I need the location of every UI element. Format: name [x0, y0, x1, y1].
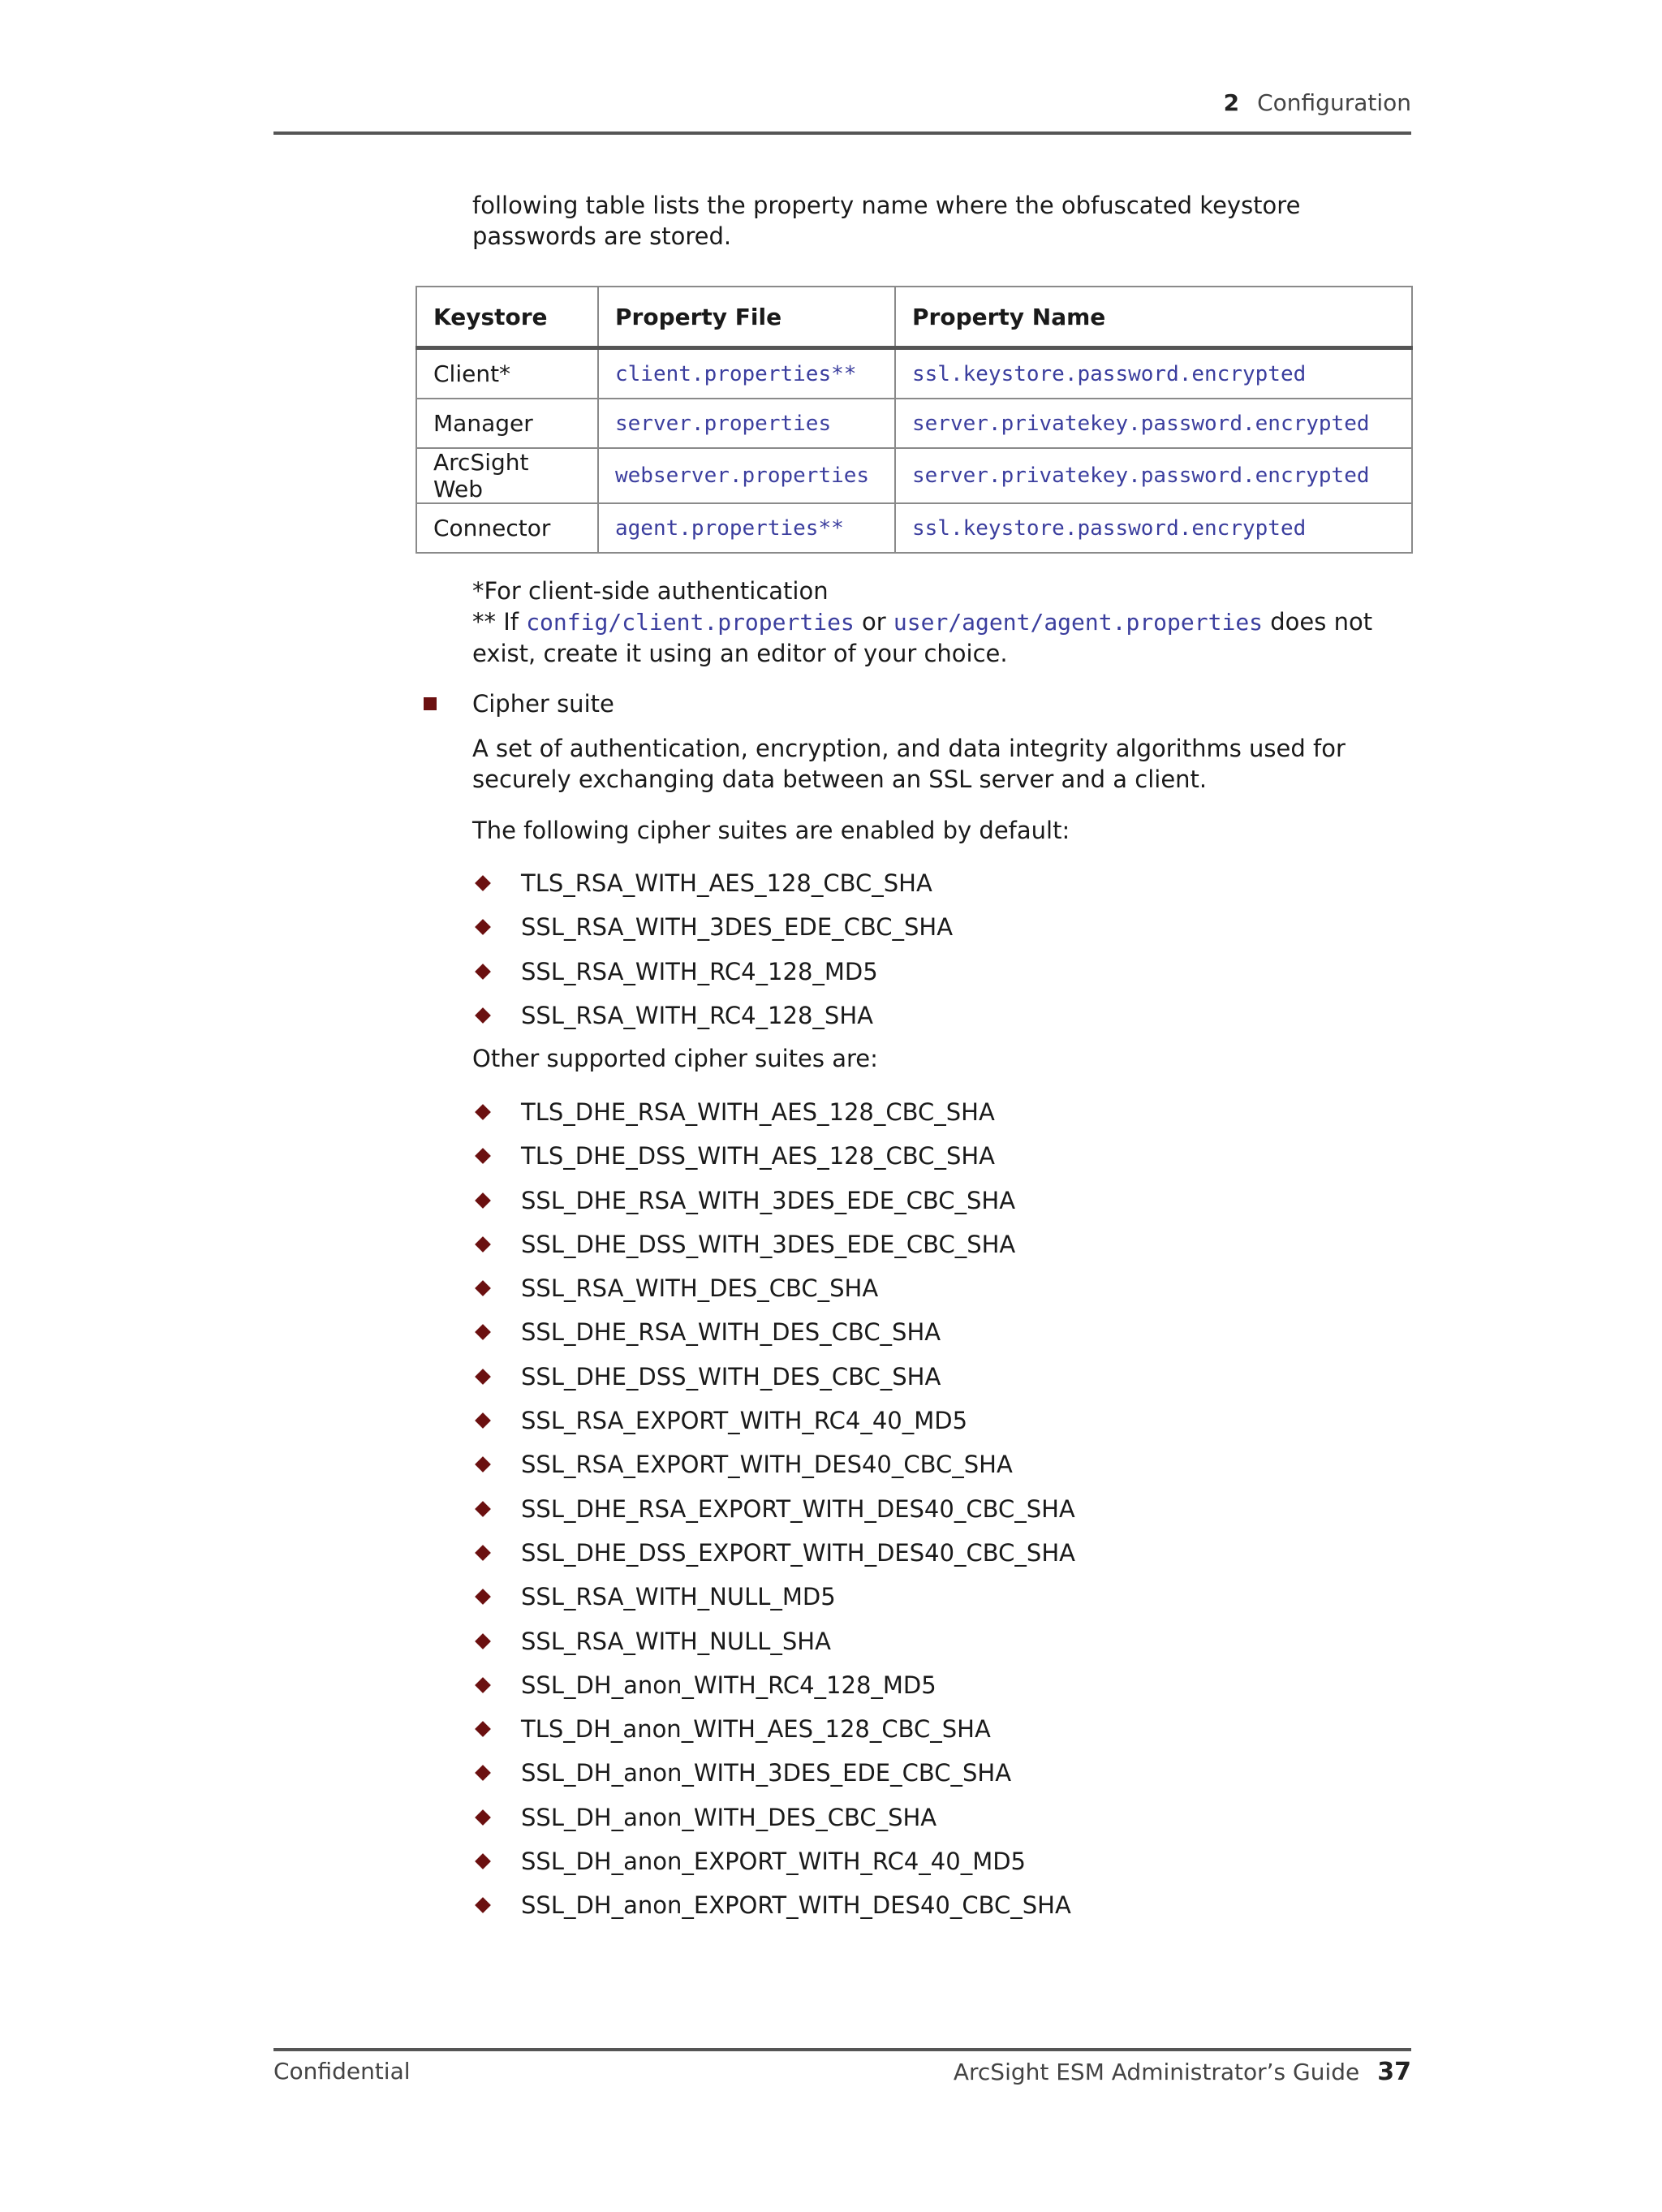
diamond-bullet-icon [475, 1545, 491, 1561]
list-item: SSL_DHE_DSS_WITH_3DES_EDE_CBC_SHA [472, 1222, 1284, 1266]
diamond-bullet-icon [475, 1325, 491, 1341]
diamond-bullet-icon [475, 1677, 491, 1693]
diamond-bullet-icon [475, 1236, 491, 1253]
list-item: SSL_DHE_RSA_WITH_3DES_EDE_CBC_SHA [472, 1179, 1284, 1222]
list-item: SSL_DH_anon_EXPORT_WITH_RC4_40_MD5 [472, 1839, 1284, 1883]
footer-divider [273, 2048, 1411, 2051]
keystore-table [416, 286, 1413, 554]
diamond-bullet-icon [475, 1809, 491, 1826]
list-item: SSL_DHE_DSS_EXPORT_WITH_DES40_CBC_SHA [472, 1531, 1284, 1575]
list-item: SSL_RSA_WITH_NULL_MD5 [472, 1575, 1284, 1619]
property-name-cell: server.privatekey.password.encrypted [895, 399, 1412, 448]
diamond-bullet-icon [475, 919, 491, 935]
diamond-bullet-icon [475, 875, 491, 891]
property-name-cell: ssl.keystore.password.encrypted [895, 348, 1412, 399]
diamond-bullet-icon [475, 1589, 491, 1605]
list-item: TLS_DHE_DSS_WITH_AES_128_CBC_SHA [472, 1134, 1284, 1178]
list-item: SSL_RSA_WITH_DES_CBC_SHA [472, 1266, 1284, 1310]
guide-title: ArcSight ESM Administrator’s Guide [953, 2059, 1360, 2085]
footer-confidential: Confidential [273, 2058, 411, 2085]
keystore-cell: ArcSight Web [416, 448, 598, 503]
list-item: SSL_DH_anon_WITH_RC4_128_MD5 [472, 1663, 1284, 1707]
list-item: SSL_RSA_WITH_3DES_EDE_CBC_SHA [472, 905, 1284, 949]
missing-file-note [472, 606, 1414, 669]
table-row [416, 503, 1412, 553]
keystore-cell: Client* [416, 348, 598, 399]
chapter-title: Configuration [1257, 89, 1411, 116]
chapter-number: 2 [1223, 89, 1240, 116]
list-item: TLS_DHE_RSA_WITH_AES_128_CBC_SHA [472, 1090, 1284, 1134]
list-item: SSL_DH_anon_WITH_3DES_EDE_CBC_SHA [472, 1751, 1284, 1795]
diamond-bullet-icon [475, 1104, 491, 1120]
property-file-cell: agent.properties** [598, 503, 895, 553]
property-file-cell: server.properties [598, 399, 895, 448]
page-header [273, 89, 1411, 135]
note-prefix: ** If [472, 608, 527, 636]
list-item: SSL_RSA_EXPORT_WITH_DES40_CBC_SHA [472, 1442, 1284, 1486]
list-item: SSL_DH_anon_EXPORT_WITH_DES40_CBC_SHA [472, 1883, 1284, 1927]
diamond-bullet-icon [475, 1148, 491, 1164]
column-header: Property File [598, 287, 895, 348]
intro-paragraph: following table lists the property name where the obfuscated keystore passwords are stored. [472, 192, 1301, 250]
diamond-bullet-icon [475, 1280, 491, 1296]
list-item: SSL_DH_anon_WITH_DES_CBC_SHA [472, 1796, 1284, 1839]
table-header-row [416, 287, 1412, 348]
list-item: SSL_DHE_DSS_WITH_DES_CBC_SHA [472, 1355, 1284, 1399]
diamond-bullet-icon [475, 964, 491, 980]
table-row [416, 348, 1412, 399]
note-suffix: does not exist, create it using an editor of your choice. [472, 608, 1373, 667]
diamond-bullet-icon [475, 1501, 491, 1517]
diamond-bullet-icon [475, 1192, 491, 1209]
keystore-cell: Connector [416, 503, 598, 553]
cipher-suite-description: A set of authentication, encryption, and data integrity algorithms used for securely exchanging data between an SSL server and a client. [472, 735, 1346, 793]
diamond-bullet-icon [475, 1456, 491, 1473]
list-item: SSL_RSA_WITH_RC4_128_MD5 [472, 950, 1284, 994]
property-name-cell: server.privatekey.password.encrypted [895, 448, 1412, 503]
other-cipher-list [472, 1090, 1284, 1928]
table-row [416, 399, 1412, 448]
property-file-cell: webserver.properties [598, 448, 895, 503]
diamond-bullet-icon [475, 1007, 491, 1024]
client-properties-path: config/client.properties [526, 609, 855, 636]
list-item: SSL_RSA_WITH_NULL_SHA [472, 1619, 1284, 1663]
list-item: SSL_RSA_EXPORT_WITH_RC4_40_MD5 [472, 1399, 1284, 1442]
column-header: Property Name [895, 287, 1412, 348]
list-item: SSL_DHE_RSA_EXPORT_WITH_DES40_CBC_SHA [472, 1487, 1284, 1531]
enabled-cipher-list [472, 861, 1284, 1037]
note-or: or [854, 608, 893, 636]
diamond-bullet-icon [475, 1633, 491, 1649]
diamond-bullet-icon [475, 1721, 491, 1737]
diamond-bullet-icon [475, 1412, 491, 1429]
list-item: TLS_DH_anon_WITH_AES_128_CBC_SHA [472, 1707, 1284, 1751]
running-header [1224, 89, 1411, 116]
other-suites-intro: Other supported cipher suites are: [472, 1045, 878, 1072]
property-name-cell: ssl.keystore.password.encrypted [895, 503, 1412, 553]
diamond-bullet-icon [475, 1853, 491, 1869]
list-item: TLS_RSA_WITH_AES_128_CBC_SHA [472, 861, 1284, 905]
diamond-bullet-icon [475, 1897, 491, 1913]
square-bullet-icon [424, 697, 437, 710]
cipher-suite-heading: Cipher suite [472, 690, 614, 718]
agent-properties-path: user/agent/agent.properties [893, 609, 1264, 636]
property-file-cell: client.properties** [598, 348, 895, 399]
table-notes [472, 576, 1414, 669]
list-item: SSL_RSA_WITH_RC4_128_SHA [472, 994, 1284, 1037]
table-row [416, 448, 1412, 503]
client-auth-note: *For client-side authentication [472, 577, 829, 605]
enabled-suites-intro: The following cipher suites are enabled by default: [472, 817, 1070, 844]
diamond-bullet-icon [475, 1766, 491, 1782]
page-number: 37 [1377, 2058, 1411, 2086]
diamond-bullet-icon [475, 1369, 491, 1385]
keystore-cell: Manager [416, 399, 598, 448]
column-header: Keystore [416, 287, 598, 348]
list-item: SSL_DHE_RSA_WITH_DES_CBC_SHA [472, 1310, 1284, 1354]
footer-guide [954, 2058, 1411, 2086]
